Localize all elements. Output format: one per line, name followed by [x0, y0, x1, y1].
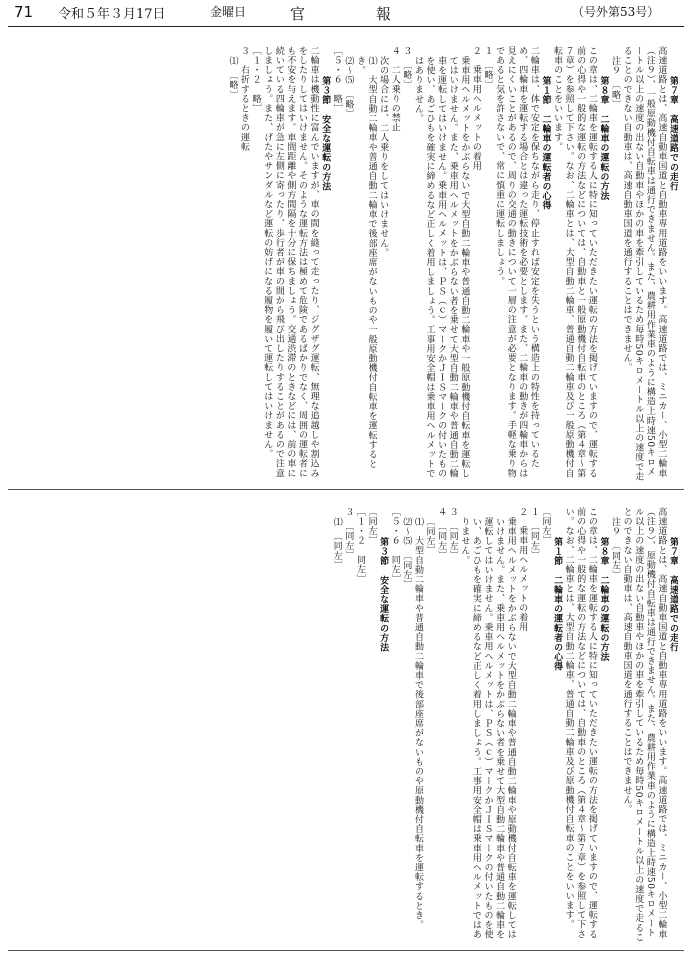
paragraph: 注９ 〔同左〕 [610, 517, 621, 580]
paragraph: ⑵～⑸ 〔略〕 [343, 56, 354, 119]
paragraph: ［５・６ 略］ [331, 46, 342, 114]
page-number: 71 [14, 3, 34, 21]
header-divider [8, 26, 684, 27]
paragraph: ３ 右折するときの運転 [239, 46, 250, 152]
paragraph: 高速道路とは、高速自動車国道と自動車専用道路をいいます。高速道路では、ミニカー、小型二輪車（注９）、一般原動機付自転車は通行できません。また、農耕用作業車のように構造上時速50キロメートル以上の速度の出ない自動車やほかの車を牽引しているため毎時50キロメートル以上の速度で走ることのできない自動車は、高速自動車国道を通行することはできません。 [621, 46, 667, 482]
current-text-section [18, 497, 678, 943]
section-heading: 第８章 二輪車の運転の方法 [598, 76, 609, 201]
section-heading: 第７章 高速道路での走行 [668, 537, 678, 653]
paragraph: ［５・６ 同左］ [389, 507, 400, 584]
paragraph: ⑵～⑸ 〔同左〕 [401, 517, 412, 590]
paragraph: 乗車用ヘルメットをかぶらないで大型自動二輪車や普通自動二輪車や一般原動機付自転車を運転してはいけません。また、乗車用ヘルメットをかぶらない者を乗せて大型自動二輪車や普通自動二輪車を運転してはいけません。乗車用ヘルメットは、ＰＳ（ｃ）マークかＪＩＳマークの付いたものを使い、あごひもを確実に締めるなど正しく着用しましょう。工事用安全帽は乗車用ヘルメットではありません。 [412, 56, 470, 479]
paragraph: 二輪車は機動性に富んでいますが、車の間を縫って走ったり、ジグザグ運転、無理な追越しや割込みをしたりしてはいけません。そのような運転方法は極めて危険であるばかりでなく、周囲の運転者にも不安を与えます。車間距離や側方間隔を十分に保ちましょう。交通渋滞のときなどには、前の車に続いている四輪車が急に左側に寄ったり、歩行者が車の間から飛び出したりすることがあるので注意しましょう。また、げたやサンダルなど運転の妨げになる履物を履いて運転してはいけません。 [262, 46, 319, 478]
section-heading: 第８章 二輪車の運転の方法 [598, 537, 609, 662]
paragraph: 〔同左〕 [424, 517, 435, 556]
paragraph: 〔同左〕 [366, 507, 377, 546]
paragraph: ⑴ 大型自動二輪車や普通自動二輪車で後部座席がないものや一般原動機付自転車を運転するとき。 [354, 56, 377, 469]
gazette-title: 官 報 [290, 5, 420, 23]
paragraph: ３ 〔同左〕 [343, 507, 354, 561]
publication-date: 令和５年３月17日 [58, 7, 166, 22]
section-divider [8, 489, 684, 490]
section-heading: 第１節 二輪車の運転者の心得 [540, 76, 551, 211]
paragraph: 〔同左〕 [540, 507, 551, 546]
page-header [0, 0, 691, 26]
section-heading: 第３節 安全な運転の方法 [320, 76, 331, 192]
paragraph: 二輪車は、体で安定を保ちながら走り、停止すれば安定を失うという構造上の特性を持っているため、四輪車を運転する場合とは違った運転技術を必要とします。また、二輪車の動きが四輪車からは見えにくいことがあるので、周りの交通の動きについて一層の注意が必要となります。手軽な乗り物であると気を許さないで、常に慎重に運転しましょう。 [494, 46, 539, 478]
paragraph: １ 〔同左〕 [528, 507, 539, 561]
footer-divider [8, 950, 684, 951]
publication-weekday: 金曜日 [210, 5, 247, 19]
paragraph: 乗車用ヘルメットをかぶらないで大型自動二輪車や普通自動二輪車や原動機付自転車を運転してはいけません。また、乗車用ヘルメットをかぶらない者を乗せて大型自動二輪車や普通自動二輪車を運転してはいけません。乗車用ヘルメットは、ＰＳ（ｃ）マークかＪＩＳマークの付いたものを使い、あごひもを確実に締めるなど正しく着用しましょう。工事用安全帽は乗車用ヘルメットではありません。 [459, 517, 516, 940]
section-heading: 第７章 高速道路での走行 [668, 76, 678, 192]
paragraph: １ 〔略〕 [482, 46, 493, 90]
paragraph: この章は、二輪車を運転する人に特に知っていただきたい運転の方法を掲げていますので、運転する前の心得や一般的な運転の方法などについては、自動車のところ（第４章～第７章）を参照して下さい。なお、二輪車とは、大型自動二輪車、普通自動二輪車及び原動機付自転車のことをいいます。 [563, 507, 597, 939]
issue-number: （号外第53号） [572, 5, 660, 19]
revised-text-section [18, 36, 678, 482]
paragraph: ３ 〔同左〕 [447, 507, 458, 561]
paragraph: 高速道路とは、高速自動車国道と自動車専用道路をいいます。高速道路では、ミニカー、小型二輪車（注９）、原動機付自転車は通行できません。また、農耕用作業車のように構造上時速50キロメートル以上の速度の出ない自動車やほかの車を牽引しているため毎時50キロメートル以上の速度で走ることのできない自動車は、高速自動車国道を通行することはできません。 [621, 507, 667, 943]
paragraph: ⑴ 大型自動二輪車や普通自動二輪車で後部座席がないものや原動機付自転車を運転するとき。 [412, 517, 423, 930]
paragraph: ２ 乗車用ヘルメットの着用 [470, 46, 481, 171]
paragraph: ⑴ 〔同左〕 [331, 517, 342, 571]
paragraph: ４ 二人乗りの禁止 [389, 46, 400, 133]
current-text-column [18, 497, 678, 943]
paragraph: ２ 乗車用ヘルメットの着用 [517, 507, 528, 632]
paragraph: ３ 〔略〕 [401, 46, 412, 90]
section-heading: 第１節 二輪車の運転者の心得 [552, 537, 563, 672]
paragraph: ⑴ 〔略〕 [227, 56, 238, 100]
revised-text-column [18, 36, 678, 482]
paragraph: この章は、二輪車を運転する人に特に知っていただきたい運転の方法を掲げていますので、運転する前の心得や一般的な運転の方法などについては、自動車と一般原動機付自転車のところ（第４章～第７章）を参照して下さい。なお、二輪車とは、大型自動二輪車、普通自動二輪車及び一般原動機付自転車のことをいいます。 [552, 46, 597, 478]
paragraph: 次の場合には、二人乗りをしてはいけません。 [378, 56, 389, 258]
section-heading: 第３節 安全な運転の方法 [378, 537, 389, 653]
paragraph: 注９ 〔略〕 [610, 56, 621, 110]
paragraph: ４ 〔同左〕 [436, 507, 447, 561]
paragraph: ［１・２ 略］ [250, 46, 261, 114]
paragraph: ［１・２ 同左］ [354, 507, 365, 584]
